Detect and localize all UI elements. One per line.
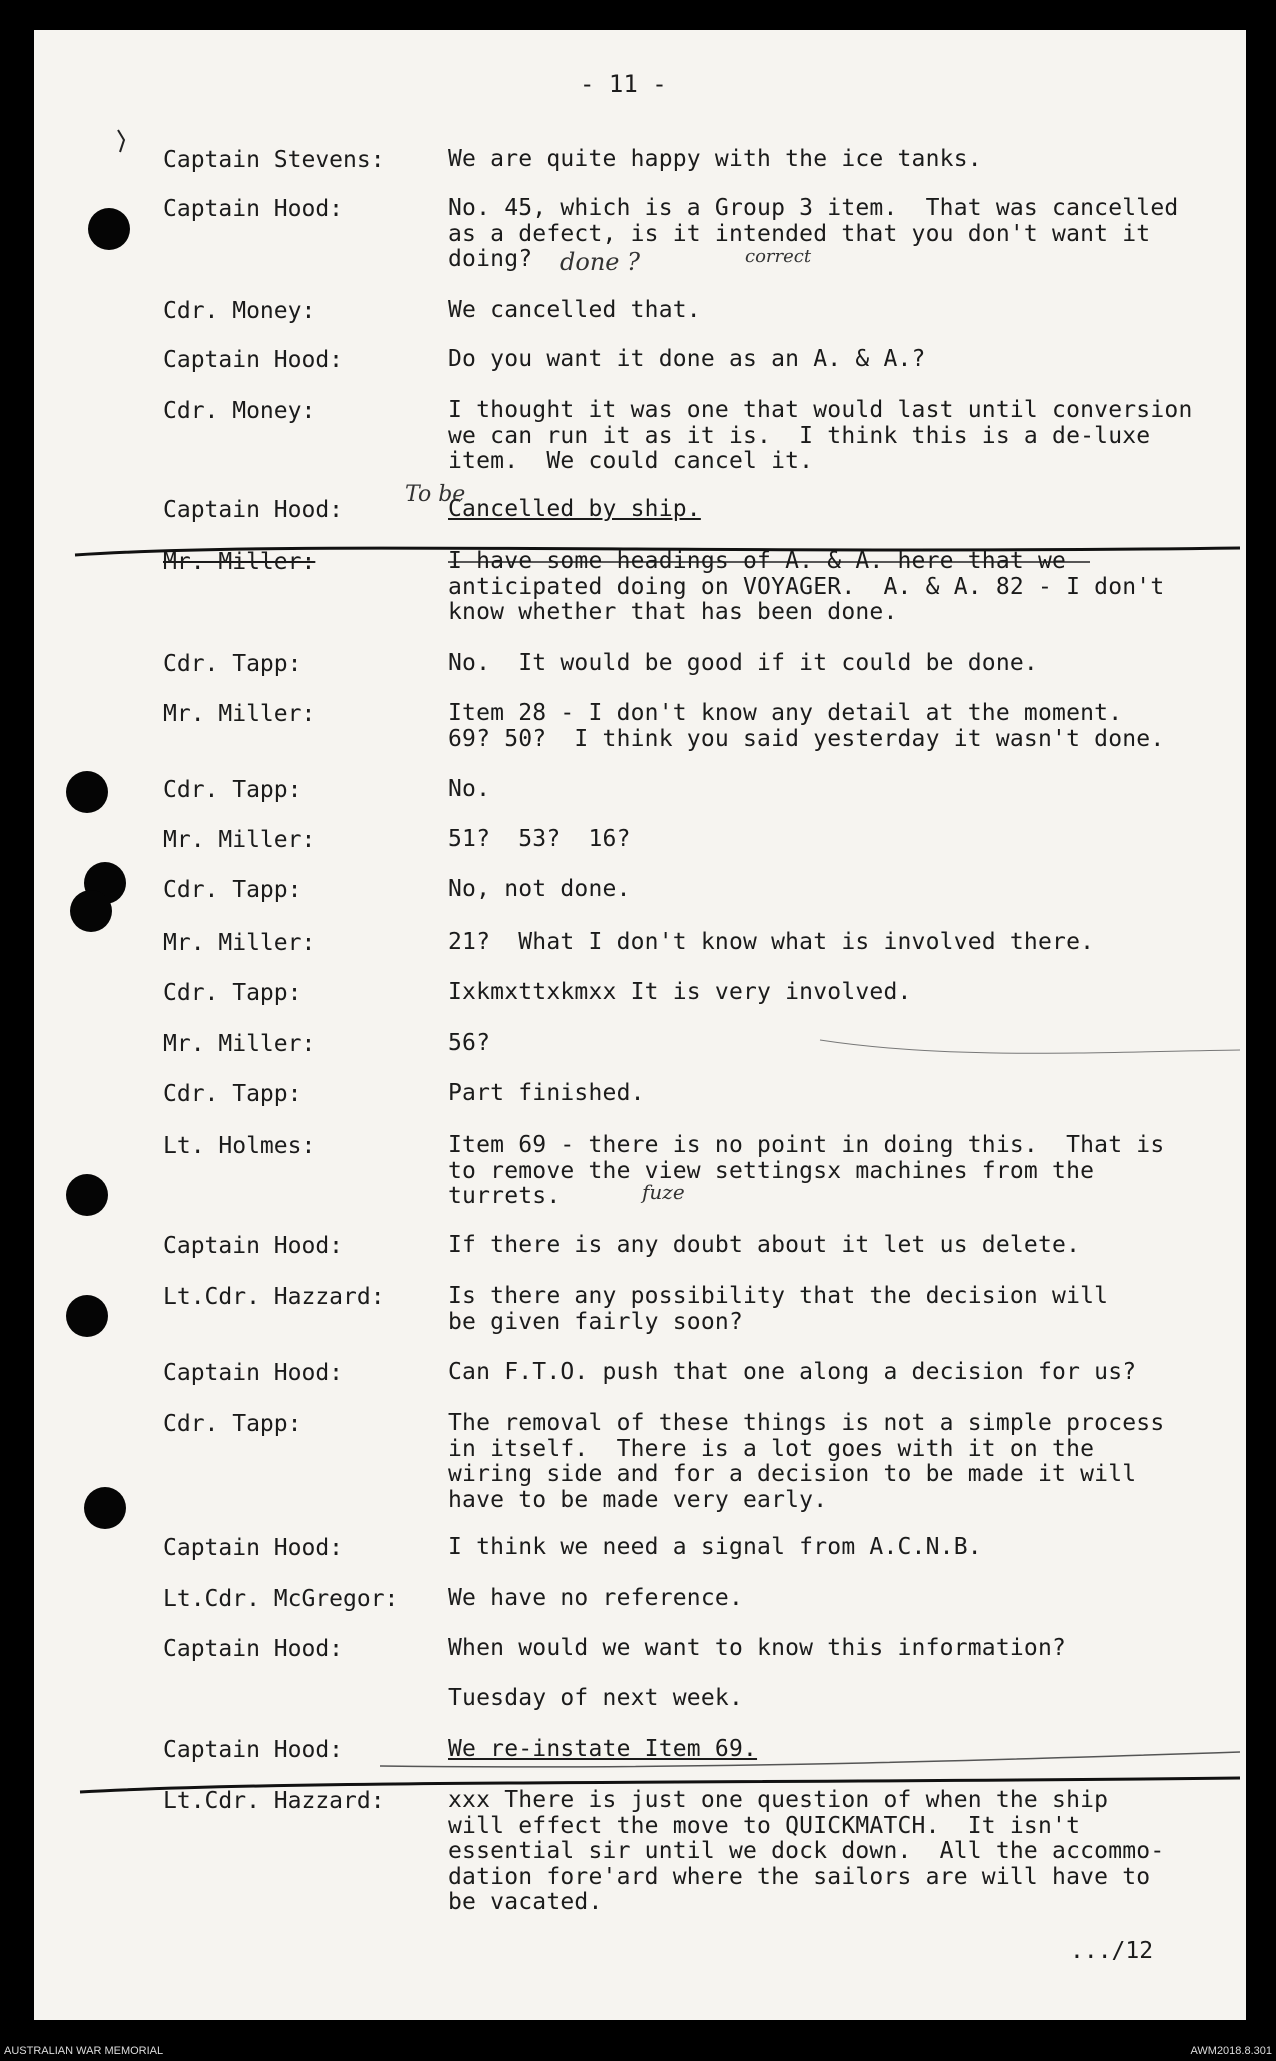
dialogue-text: Part finished.	[448, 1080, 645, 1106]
handwritten-to-be: To be	[405, 482, 466, 507]
speaker-label: Captain Stevens:	[163, 147, 385, 173]
speaker-label: Cdr. Tapp:	[163, 877, 302, 903]
speaker-label: Captain Hood:	[163, 1360, 344, 1386]
dialogue-text: Do you want it done as an A. & A.?	[448, 346, 926, 372]
dialogue-text: We re-instate Item 69.	[448, 1736, 758, 1762]
dialogue-text: 21? What I don't know what is involved there.	[448, 929, 1095, 955]
handwritten-done: done ?	[560, 248, 640, 276]
speaker-label: Captain Hood:	[163, 1636, 344, 1662]
dialogue-text: Item 28 - I don't know any detail at the moment. 69? 50? I think you said yesterday it wasn't done.	[448, 700, 1165, 752]
speaker-label: Captain Hood:	[163, 497, 344, 523]
dialogue-text: I think we need a signal from A.C.N.B.	[448, 1534, 982, 1560]
speaker-label: Lt. Holmes:	[163, 1133, 316, 1159]
speaker-label: Mr. Miller:	[163, 701, 316, 727]
handwritten-correct: correct	[745, 246, 812, 267]
speaker-label: Lt.Cdr. McGregor:	[163, 1586, 399, 1612]
dialogue-text: I thought it was one that would last until conversion we can run it as it is. I think this is a de-luxe item. We could cancel it.	[448, 397, 1193, 474]
speaker-label: Mr. Miller:	[163, 930, 316, 956]
dialogue-text: If there is any doubt about it let us delete.	[448, 1232, 1081, 1258]
dialogue-text: The removal of these things is not a simple process in itself. There is a lot goes with it on the wiring side and for a decision to be made it will have to be made very early.	[448, 1410, 1165, 1513]
speaker-label: Lt.Cdr. Hazzard:	[163, 1284, 385, 1310]
speaker-label: Cdr. Money:	[163, 398, 316, 424]
dialogue-text: Tuesday of next week.	[448, 1685, 743, 1711]
speaker-label: Cdr. Tapp:	[163, 651, 302, 677]
speaker-label: Mr. Miller:	[163, 1031, 316, 1057]
footer-left: AUSTRALIAN WAR MEMORIAL	[4, 2045, 164, 2057]
dialogue-text: Can F.T.O. push that one along a decision for us?	[448, 1359, 1137, 1385]
dialogue-text: No. It would be good if it could be done.	[448, 650, 1038, 676]
speaker-label: Cdr. Money:	[163, 298, 316, 324]
dialogue-text: No. 45, which is a Group 3 item. That was cancelled as a defect, is it intended that you don't want it doing?	[448, 195, 1179, 272]
binder-hole	[66, 1174, 108, 1216]
dialogue-text: No.	[448, 776, 491, 802]
speaker-label: Cdr. Tapp:	[163, 980, 302, 1006]
dialogue-text: We are quite happy with the ice tanks.	[448, 146, 982, 172]
dialogue-text: Item 69 - there is no point in doing this. That is to remove the view settingsx machines from the turrets.	[448, 1132, 1165, 1209]
dialogue-text: We cancelled that.	[448, 297, 701, 323]
speaker-label: Mr. Miller:	[163, 827, 316, 853]
handwritten-fuze: fuze	[642, 1180, 685, 1204]
speaker-label: Captain Hood:	[163, 1737, 344, 1763]
dialogue-text: xxx There is just one question of when the ship will effect the move to QUICKMATCH. It isn't essential sir until we dock down. All the accommo- dation fore'ard where the sailors are will have to be vacated.	[448, 1787, 1165, 1915]
speaker-label: Cdr. Tapp:	[163, 1411, 302, 1437]
dialogue-text: No, not done.	[448, 876, 631, 902]
dialogue-text: When would we want to know this information?	[448, 1635, 1067, 1661]
speaker-label: Captain Hood:	[163, 196, 344, 222]
dialogue-text: Cancelled by ship.	[448, 496, 701, 522]
dialogue-text: 56?	[448, 1030, 491, 1056]
dialogue-text: Is there any possibility that the decision will be given fairly soon?	[448, 1283, 1109, 1335]
dialogue-text: I have some headings of A. & A. here that we anticipated doing on VOYAGER. A. & A. 82 - I don't know whether that has been done.	[448, 548, 1165, 625]
binder-hole	[66, 771, 108, 813]
footer-right: AWM2018.8.301	[1190, 2045, 1272, 2057]
speaker-label: Mr. Miller:	[163, 549, 316, 575]
dialogue-text: Ixkmxttxkmxx It is very involved.	[448, 979, 912, 1005]
continuation-marker: .../12	[1070, 1938, 1154, 1964]
dialogue-text: We have no reference.	[448, 1585, 743, 1611]
speaker-label: Lt.Cdr. Hazzard:	[163, 1788, 385, 1814]
speaker-label: Captain Hood:	[163, 1535, 344, 1561]
binder-hole	[88, 208, 130, 250]
binder-hole	[70, 890, 112, 932]
speaker-label: Captain Hood:	[163, 1233, 344, 1259]
binder-hole	[66, 1295, 108, 1337]
page-number: - 11 -	[580, 70, 667, 98]
dialogue-text: 51? 53? 16?	[448, 826, 631, 852]
speaker-label: Captain Hood:	[163, 347, 344, 373]
speaker-label: Cdr. Tapp:	[163, 1081, 302, 1107]
speaker-label: Cdr. Tapp:	[163, 777, 302, 803]
binder-hole	[84, 1487, 126, 1529]
